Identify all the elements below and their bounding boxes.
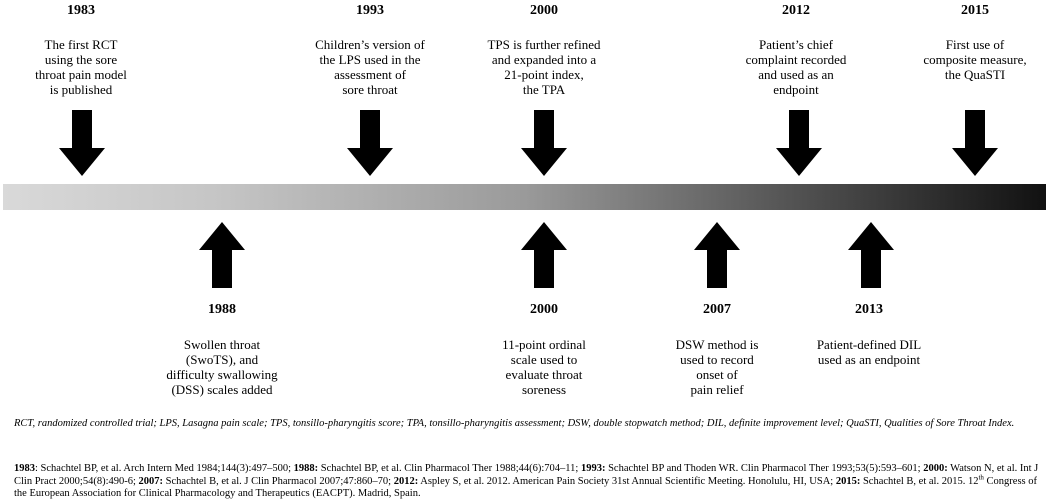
event-2000-bottom-description: 11-point ordinal scale used to evaluate throat soreness — [502, 337, 586, 397]
event-2007-description: DSW method is used to record onset of pain relief — [675, 337, 759, 397]
year-2000-bottom: 2000 — [530, 302, 558, 317]
year-1988-bottom: 1988 — [208, 302, 236, 317]
ref-year-1988: 1988: — [293, 463, 319, 474]
year-2007-bottom: 2007 — [703, 302, 731, 317]
year-2000-top: 2000 — [530, 3, 558, 18]
ref-text-1988: Schachtel BP, et al. Clin Pharmacol Ther 1988;44(6):704–11; — [318, 463, 581, 474]
ref-year-2000: 2000: — [923, 463, 948, 474]
ref-text-1993: Schachtel BP and Thoden WR. Clin Pharmacol Ther 1993;53(5):593–601; — [605, 463, 924, 474]
references-footnote — [14, 463, 1044, 501]
ref-year-1993: 1993: — [580, 463, 606, 474]
ref-text-2007: Schachtel B, et al. J Clin Pharmacol 2007;47:860–70; — [163, 475, 394, 487]
down-arrow-icon — [952, 110, 998, 176]
ref-text-2012: Aspley S, et al. 2012. American Pain Society 31st Annual Scientific Meeting. Honolulu, HI, USA; — [418, 475, 836, 487]
ref-text-2015b: Congress of the European Association for Clinical Pharmacology and Therapeutics (EACPT). Madrid, Spain. — [14, 475, 1037, 499]
year-2013-bottom: 2013 — [855, 302, 883, 317]
up-arrow-icon — [694, 222, 740, 288]
up-arrow-icon — [199, 222, 245, 288]
down-arrow-icon — [347, 110, 393, 176]
ref-text-2000: Watson N, et al. Int J Clin Pract 2000;54(8):490-6; — [14, 463, 1039, 487]
ref-year-2007: 2007: — [138, 475, 164, 487]
abbreviations-footnote: RCT, randomized controlled trial; LPS, Lasagna pain scale; TPS, tonsillo-pharyngitis score; TPA, tonsillo-pharyngitis assessment; DSW, double stopwatch method; DIL, definite improvement level; QuaSTI, Qualities of Sore Throat Index. — [14, 418, 1015, 429]
event-2000-top-description: TPS is further refined and expanded into a 21-point index, the TPA — [487, 37, 601, 97]
event-2015-description: First use of composite measure, the QuaSTI — [923, 37, 1027, 82]
year-1983-top: 1983 — [67, 3, 95, 18]
year-1993-top: 1993 — [356, 3, 384, 18]
ref-year-2012: 2012: — [393, 475, 419, 487]
up-arrow-icon — [848, 222, 894, 288]
down-arrow-icon — [521, 110, 567, 176]
ref-year-1983: 1983 — [14, 463, 35, 474]
event-2013-description: Patient-defined DIL used as an endpoint — [816, 337, 922, 367]
up-arrow-icon — [521, 222, 567, 288]
event-1988-description: Swollen throat (SwoTS), and difficulty swallowing (DSS) scales added — [166, 337, 278, 397]
ref-year-2015: 2015: — [835, 475, 861, 487]
down-arrow-icon — [59, 110, 105, 176]
ref-text-2015a: Schachtel B, et al. 2015. 12 — [860, 475, 979, 487]
year-2012-top: 2012 — [782, 3, 810, 18]
down-arrow-icon — [776, 110, 822, 176]
event-1983-description: The first RCT using the sore throat pain model is published — [35, 37, 127, 97]
timeline-gradient-bar — [3, 184, 1046, 210]
event-1993-description: Children’s version of the LPS used in the assessment of sore throat — [315, 37, 425, 97]
ref-superscript-th: th — [978, 473, 984, 481]
year-2015-top: 2015 — [961, 3, 989, 18]
event-2012-description: Patient’s chief complaint recorded and used as an endpoint — [745, 37, 847, 97]
ref-text-1983: : Schachtel BP, et al. Arch Intern Med 1984;144(3):497–500; — [35, 463, 294, 474]
